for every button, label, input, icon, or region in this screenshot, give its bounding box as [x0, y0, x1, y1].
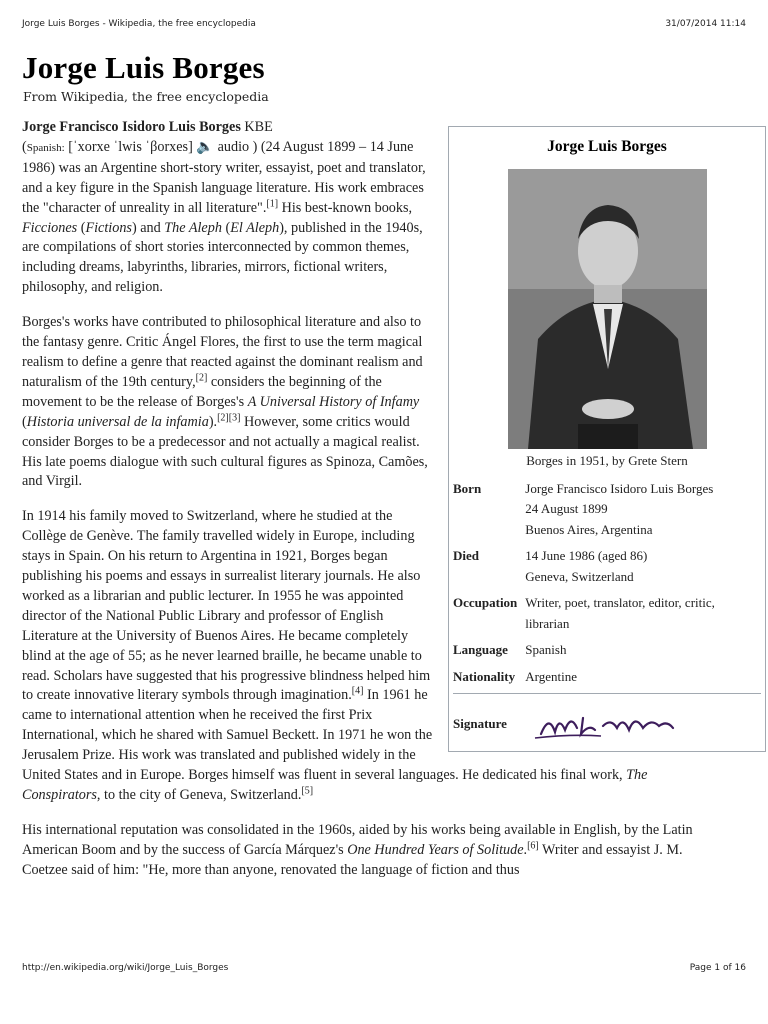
signature-image[interactable] [531, 704, 681, 744]
text: ) (24 August 1899 – 14 June 1986) was an Argentine short-story writer, essayist, poet and translator, and a key figure in the Spanish language literature. His work embraces the "character of unreality in all literature". [22, 138, 426, 216]
citation-link[interactable]: [1] [266, 197, 279, 209]
article-body [22, 118, 722, 896]
infobox-row-born [453, 479, 765, 547]
speaker-icon[interactable]: 🔈 [196, 138, 215, 155]
infobox-value[interactable]: Spanish [525, 642, 567, 658]
infobox-table [453, 479, 765, 694]
citation-link[interactable]: [6] [527, 840, 539, 852]
print-footer [22, 963, 746, 973]
book-link[interactable]: A Universal History of Infamy [247, 393, 420, 410]
infobox-value [525, 479, 765, 547]
infobox-value: Writer, poet, translator, editor, critic, librarian [525, 595, 715, 631]
portrait-photo[interactable] [508, 169, 707, 449]
infobox-row-died [453, 546, 765, 593]
text: . [523, 841, 528, 858]
book-title: Fictions [85, 219, 132, 236]
born-name: Jorge Francisco Isidoro Luis Borges [525, 480, 714, 496]
citation-link[interactable]: [5] [301, 785, 314, 797]
print-header [22, 19, 746, 29]
book-link[interactable]: Ficciones [22, 219, 78, 236]
text: ( [22, 413, 27, 430]
book-link[interactable]: The Conspirators [22, 767, 648, 803]
text: His best-known books, [278, 199, 413, 216]
infobox-row-language [453, 640, 765, 667]
book-link[interactable]: The Aleph [164, 219, 222, 236]
text: ( [22, 138, 27, 155]
honor-link[interactable]: KBE [240, 119, 273, 135]
book-link[interactable]: One Hundred Years of Solitude [347, 841, 524, 858]
text: ( [77, 219, 86, 236]
language-label[interactable]: Spanish: [26, 141, 65, 154]
audio-link[interactable]: audio [217, 138, 250, 155]
print-header-datetime: 31/07/2014 11:14 [665, 19, 746, 29]
paragraph-4 [22, 821, 722, 881]
born-place[interactable]: Buenos Aires, Argentina [525, 521, 653, 537]
ipa-pronunciation[interactable]: [ˈxorxe ˈlwis ˈβorxes] [64, 138, 197, 155]
born-date[interactable]: 24 August 1899 [525, 501, 608, 517]
text: ), published in the 1940s, are compilations of short stories interconnected by common themes, including dreams, labyrinths, libraries, mirrors, fictional writers, philosophy, and religion. [22, 219, 423, 296]
text: ). [208, 413, 218, 430]
print-footer-page: Page 1 of 16 [689, 963, 746, 973]
book-title: Historia universal de la infamia [26, 413, 209, 430]
infobox-label: Died [453, 548, 479, 564]
infobox-value[interactable]: Argentine [525, 668, 578, 684]
infobox-title: Jorge Luis Borges [547, 138, 667, 155]
book-title: El Aleph [230, 219, 280, 236]
text: ( [221, 219, 231, 236]
infobox-label: Nationality [453, 668, 516, 684]
text: considers the beginning of the movement to be the release of Borges's [22, 373, 382, 410]
citation-link[interactable]: [4] [351, 685, 364, 697]
signature-label: Signature [453, 716, 507, 732]
photo-caption: Borges in 1951, by Grete Stern [526, 452, 688, 468]
print-header-title: Jorge Luis Borges - Wikipedia, the free encyclopedia [22, 19, 256, 29]
print-footer-url: http://en.wikipedia.org/wiki/Jorge_Luis_Borges [22, 963, 229, 973]
portrait-image [508, 169, 707, 449]
infobox-row-occupation [453, 593, 765, 640]
citation-link[interactable]: [2][3] [217, 411, 241, 423]
text: Writer and essayist J. M. Coetzee said of him: "He, more than anyone, renovated the language of fiction and thus [22, 841, 683, 878]
text: Borges's works have contributed to philosophical literature and also to the fantasy genre. Critic Ángel Flores, the first to use the term magical realism to define a genre that reacted against the dominant realism and naturalism of the 19th century, [22, 314, 423, 390]
page-title: Jorge Luis Borges [22, 50, 265, 85]
infobox-value [525, 546, 765, 593]
infobox-label: Occupation [453, 595, 518, 611]
subject-name: Jorge Francisco Isidoro Luis Borges [22, 119, 241, 135]
text: His international reputation was consolidated in the 1960s, aided by his works being available in English, by the Latin American Boom and by the success of García Márquez's [22, 821, 693, 858]
text: , to the city of Geneva, Switzerland. [96, 787, 302, 803]
text: In 1914 his family moved to Switzerland, where he studied at the Collège de Genève. The family travelled widely in Europe, including stays in Spain. On his return to Argentina in 1921, Borges began publishing his poems and essays in surrealist literary journals. He also worked as a librarian and public lecturer. In 1955 he was appointed director of the National Public Library and professor of English Literature at the University of Buenos Aires. He became completely blind at the age of 55; as he never learned braille, he became unable to read. Scholars have suggested that his progressive blindness helped him to create innovative literary symbols through imagination. [22, 508, 431, 704]
infobox-label: Born [453, 480, 482, 496]
died-date[interactable]: 14 June 1986 (aged 86) [525, 548, 648, 564]
text: However, some critics would consider Borges to be a predecessor and not actually a magical realist. His late poems dialogue with such cultural figures as Spinoza, Camões, and Virgil. [22, 413, 428, 490]
died-place[interactable]: Geneva, Switzerland [525, 568, 634, 584]
citation-link[interactable]: [2] [195, 372, 208, 384]
infobox [448, 126, 766, 752]
tagline: From Wikipedia, the free encyclopedia [23, 89, 269, 104]
text: In 1961 he came to international attention when he received the first Prix International, which he shared with Samuel Beckett. In 1971 he won the Jerusalem Prize. His work was translated and published widely in the United States and in Europe. Borges himself was fluent in several languages. He dedicated his final work, [22, 687, 627, 784]
infobox-row-signature [449, 694, 765, 754]
text: ) and [131, 219, 165, 236]
infobox-label: Language [453, 642, 508, 658]
infobox-row-nationality [453, 667, 765, 694]
